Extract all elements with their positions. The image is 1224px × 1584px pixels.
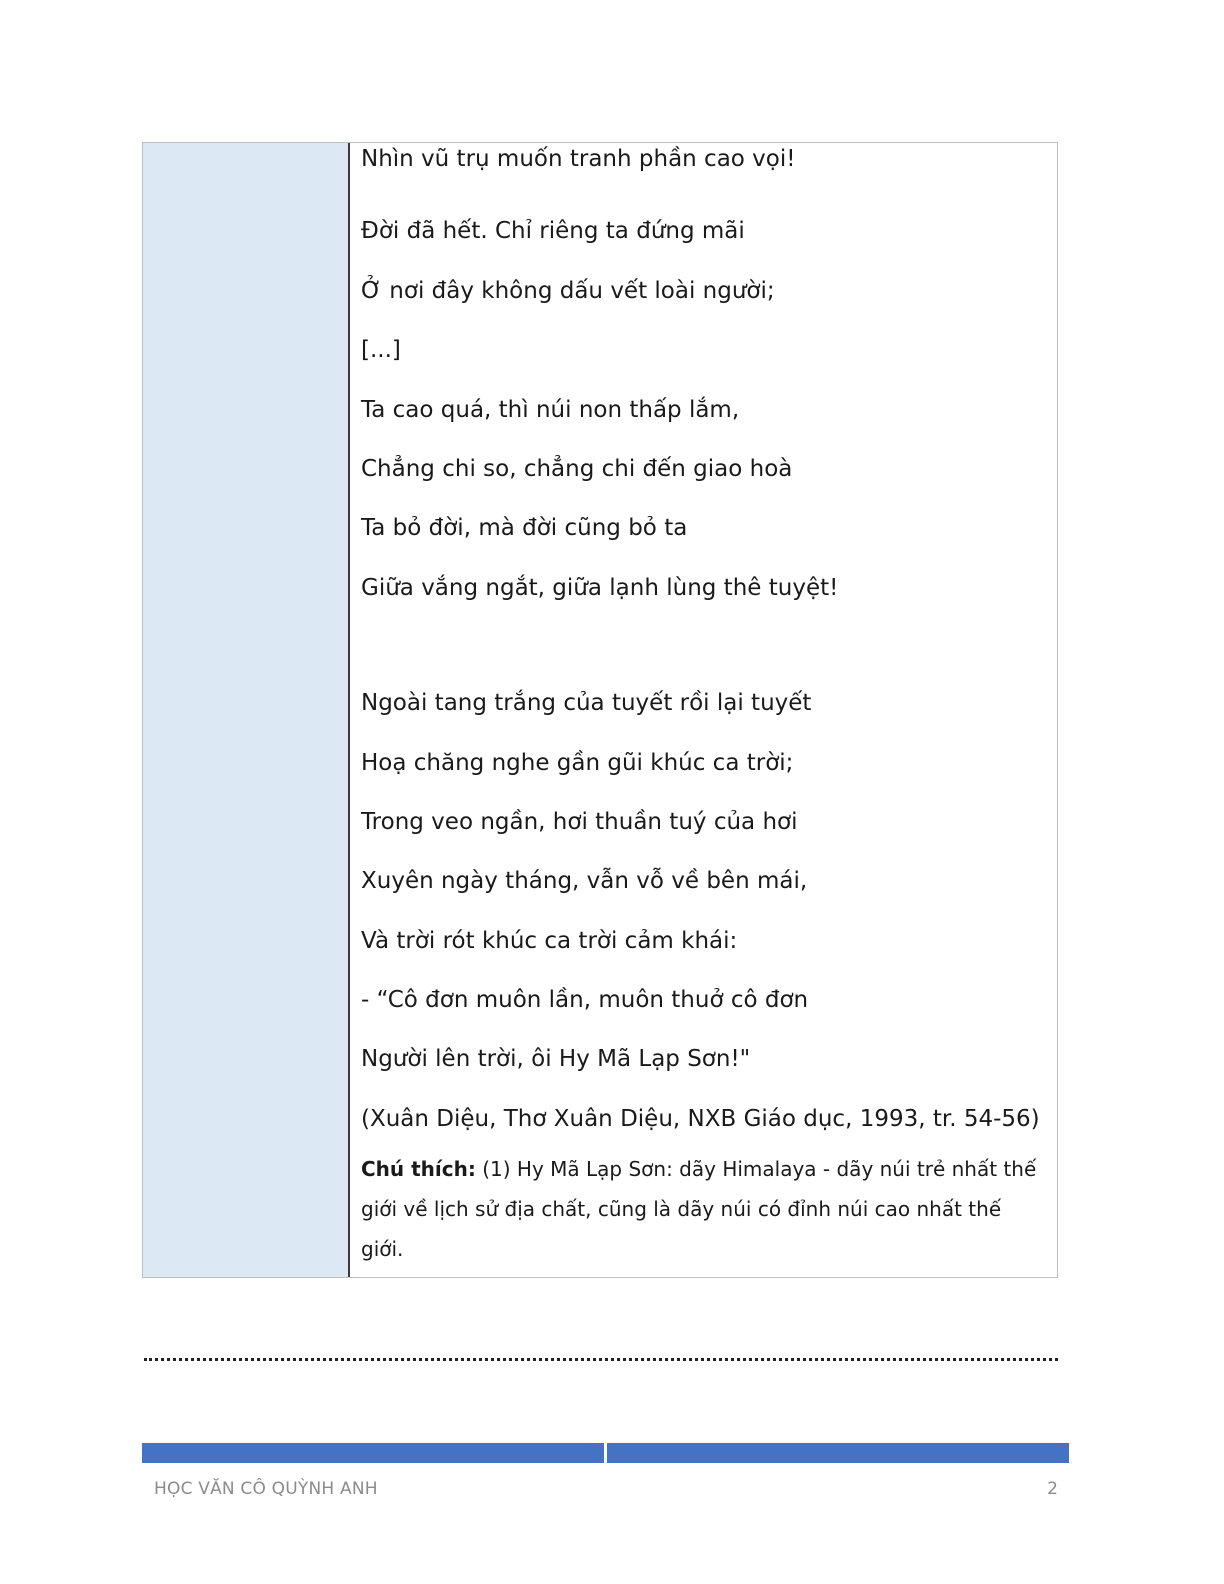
table-right-cell bbox=[350, 143, 1057, 1277]
poem-line: Người lên trời, ôi Hy Mã Lạp Sơn!" bbox=[361, 1046, 751, 1073]
poem-line: Nhìn vũ trụ muốn tranh phần cao vọi! bbox=[361, 146, 796, 172]
page-number: 2 bbox=[1047, 1479, 1058, 1499]
footnote bbox=[361, 1149, 1047, 1269]
table-left-cell bbox=[143, 143, 350, 1277]
poem-line: Trong veo ngần, hơi thuần tuý của hơi bbox=[361, 808, 798, 835]
poem-table bbox=[142, 142, 1058, 1278]
poem-line: - “Cô đơn muôn lần, muôn thuở cô đơn bbox=[361, 987, 809, 1014]
footer-bar-left bbox=[142, 1443, 604, 1463]
footer-title: HỌC VĂN CÔ QUỲNH ANH bbox=[154, 1479, 378, 1499]
poem-line: Xuyên ngày tháng, vẫn vỗ về bên mái, bbox=[361, 868, 808, 895]
poem-line: Đời đã hết. Chỉ riêng ta đứng mãi bbox=[361, 218, 745, 245]
dotted-divider bbox=[144, 1358, 1058, 1361]
poem-source: (Xuân Diệu, Thơ Xuân Diệu, NXB Giáo dục, 1993, tr. 54-56) bbox=[361, 1105, 1040, 1132]
footer-bar-right bbox=[607, 1443, 1069, 1463]
poem-line: Ngoài tang trắng của tuyết rồi lại tuyết bbox=[361, 690, 812, 717]
footnote-label: Chú thích: bbox=[361, 1157, 476, 1182]
footnote-text: (1) Hy Mã Lạp Sơn: dãy Himalaya - dãy núi trẻ nhất thế giới về lịch sử địa chất, cũng là dãy núi có đỉnh núi cao nhất thế giới. bbox=[361, 1157, 1037, 1262]
poem-line: Ở nơi đây không dấu vết loài người; bbox=[361, 277, 775, 304]
stanza-break bbox=[361, 618, 1047, 674]
poem-line: Và trời rót khúc ca trời cảm khái: bbox=[361, 927, 738, 954]
poem-line: [...] bbox=[361, 337, 401, 364]
poem-line: Chẳng chi so, chẳng chi đến giao hoà bbox=[361, 455, 793, 482]
poem-line: Ta cao quá, thì núi non thấp lắm, bbox=[361, 396, 740, 423]
poem-line: Giữa vắng ngắt, giữa lạnh lùng thê tuyệt! bbox=[361, 574, 839, 601]
poem-line: Ta bỏ đời, mà đời cũng bỏ ta bbox=[361, 515, 688, 542]
poem-line: Hoạ chăng nghe gần gũi khúc ca trời; bbox=[361, 749, 794, 776]
